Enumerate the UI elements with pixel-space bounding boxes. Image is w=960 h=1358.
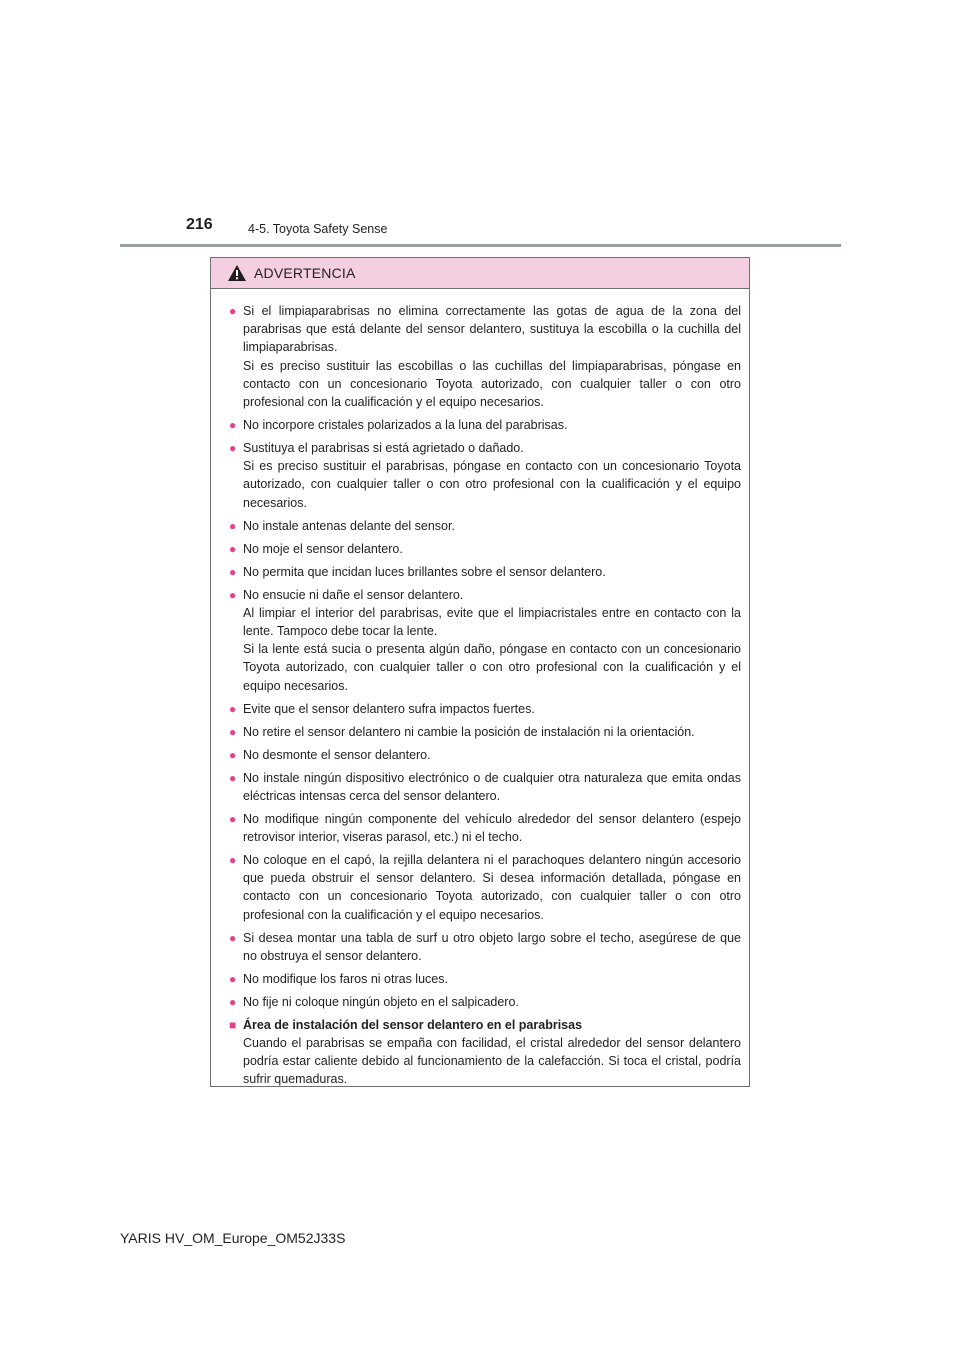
document-code: YARIS HV_OM_Europe_OM52J33S xyxy=(120,1230,346,1246)
warning-item-text xyxy=(243,769,741,805)
header-divider xyxy=(120,244,841,247)
warning-paragraph: No permita que incidan luces brillantes sobre el sensor delantero. xyxy=(243,564,606,579)
warning-item-text xyxy=(243,586,741,695)
page-number: 216 xyxy=(186,216,213,233)
warning-list-item xyxy=(229,723,741,741)
bullet-icon: ● xyxy=(229,701,237,716)
warning-paragraph: Si el limpiaparabrisas no elimina correctamente las gotas de agua de la zona del parabrisas que está delante del sensor delantero, sustituya la escobilla o la cuchilla del limpiaparabrisas. xyxy=(243,304,741,355)
warning-paragraph: No fije ni coloque ningún objeto en el salpicadero. xyxy=(243,994,519,1009)
warning-paragraph: No coloque en el capó, la rejilla delantera ni el parachoques delantero ningún accesorio que pueda obstruir el sensor delantero. Si desea información detallada, póngase en contacto con un concesionario Toyota autorizado, con cualquier taller o con otro profesional con la cualificación y el equipo necesarios. xyxy=(243,853,741,922)
warning-item-text xyxy=(243,993,741,1011)
bullet-icon: ● xyxy=(229,971,237,986)
section-title: 4-5. Toyota Safety Sense xyxy=(248,222,388,236)
warning-box xyxy=(210,257,750,1087)
warning-item-text xyxy=(243,416,741,434)
warning-item-text xyxy=(243,970,741,988)
bullet-icon: ● xyxy=(229,811,237,826)
bullet-icon: ● xyxy=(229,930,237,945)
warning-list-item xyxy=(229,586,741,695)
warning-list-item xyxy=(229,810,741,846)
bullet-icon: ● xyxy=(229,518,237,533)
warning-paragraph: Al limpiar el interior del parabrisas, evite que el limpiacristales entre en contacto con la lente. Tampoco debe tocar la lente. xyxy=(243,605,741,639)
bullet-icon: ● xyxy=(229,724,237,739)
warning-list-item xyxy=(229,540,741,558)
warning-paragraph: Si la lente está sucia o presenta algún daño, póngase en contacto con un concesionario Toyota autorizado, con cualquier taller o con otro profesional con la cualificación y el equipo necesarios. xyxy=(243,642,741,693)
bullet-icon: ● xyxy=(229,304,237,318)
warning-item-text xyxy=(243,700,741,718)
warning-list-item xyxy=(229,302,741,411)
warning-list-item xyxy=(229,769,741,805)
warning-item-text xyxy=(243,723,741,741)
warning-list-item xyxy=(229,970,741,988)
bullet-icon: ● xyxy=(229,587,237,602)
bullet-icon: ● xyxy=(229,541,237,556)
warning-header xyxy=(211,258,749,289)
warning-paragraph: No instale ningún dispositivo electrónico o de cualquier otra naturaleza que emita ondas eléctricas intensas cerca del sensor delantero. xyxy=(243,770,741,803)
bullet-icon: ● xyxy=(229,770,237,785)
warning-paragraph: Si es preciso sustituir el parabrisas, póngase en contacto con un concesionario Toyota autorizado, con cualquier taller o con otro profesional con la cualificación y el equipo necesarios. xyxy=(243,459,741,510)
bullet-icon: ● xyxy=(229,853,237,868)
warning-body xyxy=(211,289,749,1089)
bullet-icon: ● xyxy=(229,418,237,433)
warning-paragraph: No modifique ningún componente del vehículo alrededor del sensor delantero (espejo retrovisor interior, viseras parasol, etc.) ni el techo. xyxy=(243,811,741,845)
warning-item-text xyxy=(243,563,741,581)
bullet-icon: ● xyxy=(229,441,237,456)
bullet-icon: ● xyxy=(229,994,237,1009)
warning-paragraph: No retire el sensor delantero ni cambie la posición de instalación ni la orientación. xyxy=(243,724,695,739)
square-bullet-icon: ■ xyxy=(229,1017,237,1032)
warning-paragraph: Si desea montar una tabla de surf u otro objeto largo sobre el techo, asegúrese de que no obstruya el sensor delantero. xyxy=(243,930,741,963)
warning-paragraph: No modifique los faros ni otras luces. xyxy=(243,971,448,986)
warning-item-text xyxy=(243,302,741,411)
warning-item-text xyxy=(243,540,741,558)
warning-list-item xyxy=(229,517,741,535)
installation-area-section xyxy=(229,1016,741,1089)
warning-paragraph: No desmonte el sensor delantero. xyxy=(243,747,431,762)
warning-paragraph: Sustituya el parabrisas si está agrietado o dañado. xyxy=(243,441,524,456)
subsection-text: Cuando el parabrisas se empaña con facilidad, el cristal alrededor del sensor delantero podría estar caliente debido al funcionamiento de la calefacción. Si toca el cristal, podría sufrir quemaduras. xyxy=(243,1036,741,1087)
warning-list-item xyxy=(229,700,741,718)
warning-item-text xyxy=(243,929,741,965)
subsection-heading-row xyxy=(229,1016,741,1034)
warning-paragraph: Evite que el sensor delantero sufra impactos fuertes. xyxy=(243,701,535,716)
warning-list-item xyxy=(229,993,741,1011)
warning-paragraph: No instale antenas delante del sensor. xyxy=(243,518,455,533)
warning-paragraph: No moje el sensor delantero. xyxy=(243,541,403,556)
warning-triangle-icon xyxy=(227,264,247,282)
page-header xyxy=(186,216,746,242)
warning-paragraph: No incorpore cristales polarizados a la luna del parabrisas. xyxy=(243,418,568,433)
warning-paragraph: Si es preciso sustituir las escobillas o las cuchillas del limpiaparabrisas, póngase en contacto con un concesionario Toyota autorizado, con cualquier taller o con otro profesional con la cualificación y el equipo necesarios. xyxy=(243,358,741,410)
bullet-icon: ● xyxy=(229,747,237,762)
warning-list-item xyxy=(229,929,741,965)
subsection-heading: Área de instalación del sensor delantero en el parabrisas xyxy=(243,1017,583,1032)
warning-item-text xyxy=(243,851,741,924)
warning-item-text xyxy=(243,439,741,512)
warning-title: ADVERTENCIA xyxy=(254,265,356,281)
warning-list-item xyxy=(229,416,741,434)
warning-item-text xyxy=(243,810,741,846)
warning-list-item xyxy=(229,439,741,512)
warning-paragraph: No ensucie ni dañe el sensor delantero. xyxy=(243,587,464,602)
warning-item-text xyxy=(243,517,741,535)
warning-item-text xyxy=(243,746,741,764)
warning-list-item xyxy=(229,851,741,924)
warning-list-item xyxy=(229,563,741,581)
bullet-icon: ● xyxy=(229,564,237,579)
warning-list-item xyxy=(229,746,741,764)
